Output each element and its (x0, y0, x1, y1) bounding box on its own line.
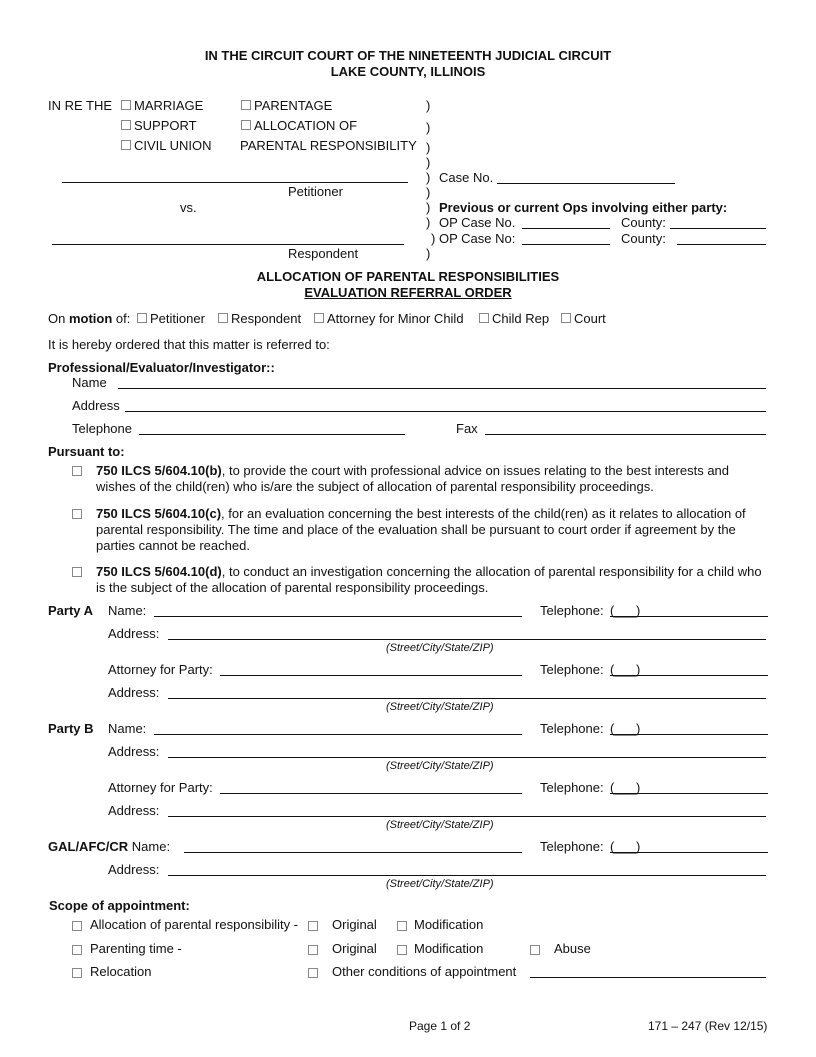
motion-child-rep-checkbox[interactable] (479, 313, 489, 323)
county-label-2: County: (621, 231, 666, 246)
gal-telephone-field[interactable] (610, 852, 768, 853)
party-b-attorney-telephone-label: Telephone: (540, 780, 604, 795)
op-county-field-2[interactable] (677, 244, 766, 245)
on-label: On (48, 311, 66, 326)
gal-address-field[interactable] (168, 875, 766, 876)
order-subtitle: EVALUATION REFERRAL ORDER (304, 285, 512, 300)
street-hint: (Street/City/State/ZIP) (386, 878, 494, 890)
caption-paren: ) (426, 155, 431, 170)
order-title: ALLOCATION OF PARENTAL RESPONSIBILITIES (256, 269, 560, 284)
in-re-label: IN RE THE (48, 98, 113, 113)
vs-label: vs. (180, 200, 197, 215)
scope-heading: Scope of appointment: (49, 898, 190, 913)
marriage-checkbox[interactable] (121, 100, 131, 110)
scope-relocation-checkbox[interactable] (72, 968, 82, 978)
party-b-address-field[interactable] (168, 757, 766, 758)
party-b-label: Party B (48, 721, 94, 736)
motion-attorney-checkbox[interactable] (314, 313, 324, 323)
allocation-label: ALLOCATION OF (254, 118, 358, 133)
party-a-attorney-address-field[interactable] (168, 698, 766, 699)
gal-label: GAL/AFC/CR (48, 839, 129, 854)
form-number: 171 – 247 (Rev 12/15) (648, 1019, 768, 1033)
party-b-attorney-address-field[interactable] (168, 816, 766, 817)
party-b-attorney-telephone-field[interactable] (610, 793, 768, 794)
caption-paren: ) (426, 200, 431, 215)
party-a-telephone-blank: (___) (610, 603, 641, 618)
op-case-no-field-2[interactable] (522, 244, 610, 245)
respondent-label: Respondent (288, 246, 359, 261)
evaluator-fax-label: Fax (456, 421, 478, 436)
scope-abuse-label: Abuse (554, 941, 591, 956)
party-a-attorney-telephone-blank: (___) (610, 662, 641, 677)
party-b-name-field[interactable] (154, 734, 522, 735)
party-b-attorney-telephone-blank: (___) (610, 780, 641, 795)
scope-parenting-modification-checkbox[interactable] (397, 945, 407, 955)
page-number: Page 1 of 2 (409, 1019, 471, 1033)
civil-union-checkbox[interactable] (121, 140, 131, 150)
motion-child-rep-option[interactable] (479, 311, 549, 327)
scope-parenting-label: Parenting time - (90, 941, 182, 956)
party-b-address-label: Address: (108, 744, 160, 759)
party-b-telephone-field[interactable] (610, 734, 768, 735)
gal-name-label: Name: (131, 839, 171, 854)
motion-petitioner-option[interactable] (137, 311, 205, 327)
statute-d-text (96, 564, 766, 596)
party-a-name-field[interactable] (154, 616, 522, 617)
street-hint: (Street/City/State/ZIP) (386, 701, 494, 713)
evaluator-telephone-label: Telephone (72, 421, 132, 436)
motion-respondent-option[interactable] (218, 311, 301, 327)
party-a-name-label: Name: (108, 603, 147, 618)
scope-parenting-modification-label: Modification (414, 941, 484, 956)
scope-allocation-original-label: Original (332, 917, 377, 932)
party-b-name-label: Name: (108, 721, 147, 736)
street-hint: (Street/City/State/ZIP) (386, 819, 494, 831)
scope-parenting-original-label: Original (332, 941, 377, 956)
party-b-attorney-field[interactable] (220, 793, 522, 794)
scope-relocation-label: Relocation (90, 964, 152, 979)
statute-c-text (96, 506, 766, 554)
statute-d-checkbox[interactable] (72, 567, 82, 577)
street-hint: (Street/City/State/ZIP) (386, 760, 494, 772)
evaluator-address-label: Address (72, 398, 120, 413)
parentage-label: PARENTAGE (254, 98, 333, 113)
statute-c-checkbox[interactable] (72, 509, 82, 519)
party-b-telephone-blank: (___) (610, 721, 641, 736)
op-case-no-field-1[interactable] (522, 228, 610, 229)
support-checkbox[interactable] (121, 120, 131, 130)
caption-paren: ) (426, 246, 431, 261)
statute-d-body: , to conduct an investigation concerning the allocation of parental responsibility for a child who is the subject of the allocation of parental responsibility proceedings. (96, 564, 762, 595)
party-b-attorney-address-label: Address: (108, 803, 160, 818)
party-a-attorney-telephone-label: Telephone: (540, 662, 604, 677)
case-no-field[interactable] (497, 183, 675, 184)
op-case-no-label-2: OP Case No: (439, 231, 516, 246)
evaluator-fax-field[interactable] (485, 434, 766, 435)
motion-petitioner-checkbox[interactable] (137, 313, 147, 323)
parentage-option[interactable] (241, 98, 332, 114)
gal-telephone-blank: (___) (610, 839, 641, 854)
previous-ops-heading: Previous or current Ops involving either party: (439, 200, 728, 215)
parentage-checkbox[interactable] (241, 100, 251, 110)
allocation-option[interactable] (241, 118, 357, 134)
evaluator-name-label: Name (72, 375, 107, 390)
caption-paren: ) (426, 170, 431, 185)
statute-b-body: , to provide the court with professional advice on issues relating to the best interests and wishes of the child(ren) who is/are the subject of allocation of parental responsibility proceedings. (96, 463, 730, 494)
evaluator-heading: Professional/Evaluator/Investigator:: (48, 360, 275, 375)
statute-b-checkbox[interactable] (72, 466, 82, 476)
motion-respondent-checkbox[interactable] (218, 313, 228, 323)
statute-c-body: , for an evaluation concerning the best interests of the child(ren) as it relates to allocation of parental responsibility. The time and place of the evaluation shall be pursuant to court order if agreement by the parties cannot be reached. (96, 506, 746, 553)
scope-parenting-checkbox[interactable] (72, 945, 82, 955)
county-heading: LAKE COUNTY, ILLINOIS (330, 64, 486, 79)
motion-row (48, 311, 130, 327)
county-label-1: County: (621, 215, 666, 230)
evaluator-telephone-field[interactable] (139, 434, 405, 435)
motion-option-label: Court (574, 311, 606, 326)
case-no-label: Case No. (439, 170, 494, 185)
scope-other-label: Other conditions of appointment (332, 964, 517, 979)
petitioner-line[interactable] (62, 182, 408, 183)
scope-allocation-checkbox[interactable] (72, 921, 82, 931)
gal-telephone-label: Telephone: (540, 839, 604, 854)
party-a-attorney-address-label: Address: (108, 685, 160, 700)
caption-paren: ) (426, 140, 431, 155)
party-a-telephone-label: Telephone: (540, 603, 604, 618)
marriage-option[interactable] (121, 98, 203, 114)
referral-statement: It is hereby ordered that this matter is referred to: (48, 337, 330, 352)
petitioner-label: Petitioner (288, 184, 343, 199)
op-case-no-label-1: OP Case No. (439, 215, 516, 230)
party-a-attorney-telephone-field[interactable] (610, 675, 768, 676)
scope-allocation-original-checkbox[interactable] (308, 921, 318, 931)
gal-name-field[interactable] (184, 852, 522, 853)
scope-other-checkbox[interactable] (308, 968, 318, 978)
motion-court-option[interactable] (561, 311, 606, 327)
party-a-label: Party A (48, 603, 94, 618)
party-b-telephone-label: Telephone: (540, 721, 604, 736)
scope-allocation-modification-checkbox[interactable] (397, 921, 407, 931)
motion-option-label: Petitioner (150, 311, 205, 326)
civil-union-label: CIVIL UNION (134, 138, 212, 153)
scope-abuse-checkbox[interactable] (530, 945, 540, 955)
caption-paren: ) (426, 98, 431, 113)
respondent-line[interactable] (52, 244, 404, 245)
court-heading: IN THE CIRCUIT COURT OF THE NINETEENTH JUDICIAL CIRCUIT (204, 48, 612, 63)
caption-paren: ) (431, 231, 436, 246)
scope-other-field[interactable] (530, 977, 766, 978)
scope-allocation-modification-label: Modification (414, 917, 484, 932)
motion-option-label: Attorney for Minor Child (327, 311, 464, 326)
motion-option-label: Child Rep (492, 311, 550, 326)
caption-paren: ) (426, 120, 431, 135)
statute-c-cite: 750 ILCS 5/604.10(c) (96, 506, 222, 521)
party-b-attorney-label: Attorney for Party: (108, 780, 213, 795)
motion-label: motion (68, 311, 113, 326)
statute-b-cite: 750 ILCS 5/604.10(b) (96, 463, 222, 478)
motion-attorney-option[interactable] (314, 311, 464, 327)
pursuant-heading: Pursuant to: (48, 444, 125, 459)
party-a-address-field[interactable] (168, 639, 766, 640)
party-a-address-label: Address: (108, 626, 160, 641)
party-a-telephone-field[interactable] (610, 616, 768, 617)
scope-parenting-original-checkbox[interactable] (308, 945, 318, 955)
support-label: SUPPORT (134, 118, 197, 133)
motion-option-label: Respondent (231, 311, 302, 326)
street-hint: (Street/City/State/ZIP) (386, 642, 494, 654)
op-county-field-1[interactable] (670, 228, 766, 229)
support-option[interactable] (121, 118, 197, 134)
evaluator-name-field[interactable] (118, 388, 766, 389)
evaluator-address-field[interactable] (125, 411, 766, 412)
marriage-label: MARRIAGE (134, 98, 204, 113)
of-label: of: (115, 311, 131, 326)
party-a-attorney-label: Attorney for Party: (108, 662, 213, 677)
statute-d-cite: 750 ILCS 5/604.10(d) (96, 564, 222, 579)
scope-allocation-label: Allocation of parental responsibility - (90, 917, 299, 932)
civil-union-option[interactable] (121, 138, 212, 154)
allocation-checkbox[interactable] (241, 120, 251, 130)
party-a-attorney-field[interactable] (220, 675, 522, 676)
caption-paren: ) (426, 215, 431, 230)
gal-row-label (48, 839, 170, 855)
caption-paren: ) (426, 185, 431, 200)
gal-address-label: Address: (108, 862, 160, 877)
motion-court-checkbox[interactable] (561, 313, 571, 323)
statute-b-text (96, 463, 766, 495)
allocation-label-2: PARENTAL RESPONSIBILITY (240, 138, 417, 153)
